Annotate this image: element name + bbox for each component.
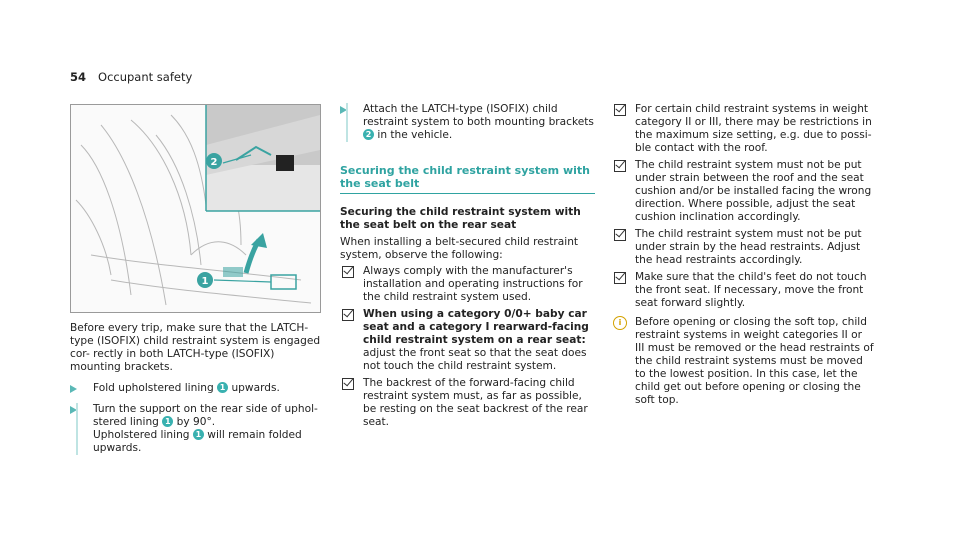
section-title: Occupant safety [98,70,193,84]
callout-badge: 1 [162,416,173,427]
callout-badge: 1 [217,382,228,393]
intro-text: Before every trip, make sure that the LATCH-type (ISOFIX) child restraint system is engaged cor- rectly in both LATCH-type (ISOFIX) mounting brackets. [70,322,321,373]
check-item: The child restraint system must not be put under strain between the roof and the seat cushion and/or be installed facing the wrong direction. Where possible, adjust the seat cushion inclination accordingly. [612,159,874,224]
checkmark-icon [614,104,626,116]
callout-1: 1 [201,276,209,287]
checkmark-icon [342,309,354,321]
note-item: i Before opening or closing the soft top, child restraint systems in weight categories II or III must be removed or the head restraints of the child restraint systems must be moved to the lowest position. In this case, let the child get out before opening or closing the soft top. [612,316,874,407]
step-arrow-icon [70,385,77,393]
left-column [70,322,322,455]
check-item: The backrest of the forward-facing child restraint system must, as far as possible, be resting on the seat backrest of the rear seat. [340,377,595,429]
checkmark-icon [614,229,626,241]
checkmark-icon [614,160,626,172]
checkmark-icon [342,266,354,278]
callout-badge: 1 [193,429,204,440]
seat-drawing [71,105,320,312]
check-item: For certain child restraint systems in weight category II or III, there may be restrictions in the maximum size setting, e.g. due to possi- ble contact with the roof. [612,103,874,155]
step-bar [346,103,348,142]
checkmark-icon [342,378,354,390]
page-header [70,70,192,84]
rear-seat-illustration [70,104,321,313]
page-number: 54 [70,70,87,84]
check-item: When using a category 0/0+ baby car seat and a category I rearward-facing child restraint system on a rear seat: adjust the front seat so that the seat does not touch the child restraint system. [340,308,595,373]
check-item: Make sure that the child's feet do not touch the front seat. If necessary, move the front seat forward slightly. [612,271,874,310]
step-attach-isofix: Attach the LATCH-type (ISOFIX) child restraint system to both mounting brackets 2 in the vehicle. [340,103,595,142]
intro-text: When installing a belt-secured child restraint system, observe the following: [340,236,579,261]
info-icon: i [613,316,627,330]
sub-heading: Securing the child restraint system with the seat belt on the rear seat [340,206,581,231]
section-heading: Securing the child restraint system with the seat belt [340,164,595,194]
right-column [612,103,874,407]
checkmark-icon [614,272,626,284]
callout-badge: 2 [363,129,374,140]
callout-2: 2 [210,157,218,168]
step-bar [76,403,78,455]
middle-column [340,103,595,429]
step-fold-lining: Fold upholstered lining 1 upwards. [70,382,322,395]
check-item: Always comply with the manufacturer's installation and operating instructions for the child restraint system used. [340,265,595,304]
check-item: The child restraint system must not be put under strain by the head restraints. Adjust the head restraints accordingly. [612,228,874,267]
step-turn-support: Turn the support on the rear side of uphol- stered lining 1 by 90°. Upholstered lining 1 will remain folded upwards. [70,403,322,455]
